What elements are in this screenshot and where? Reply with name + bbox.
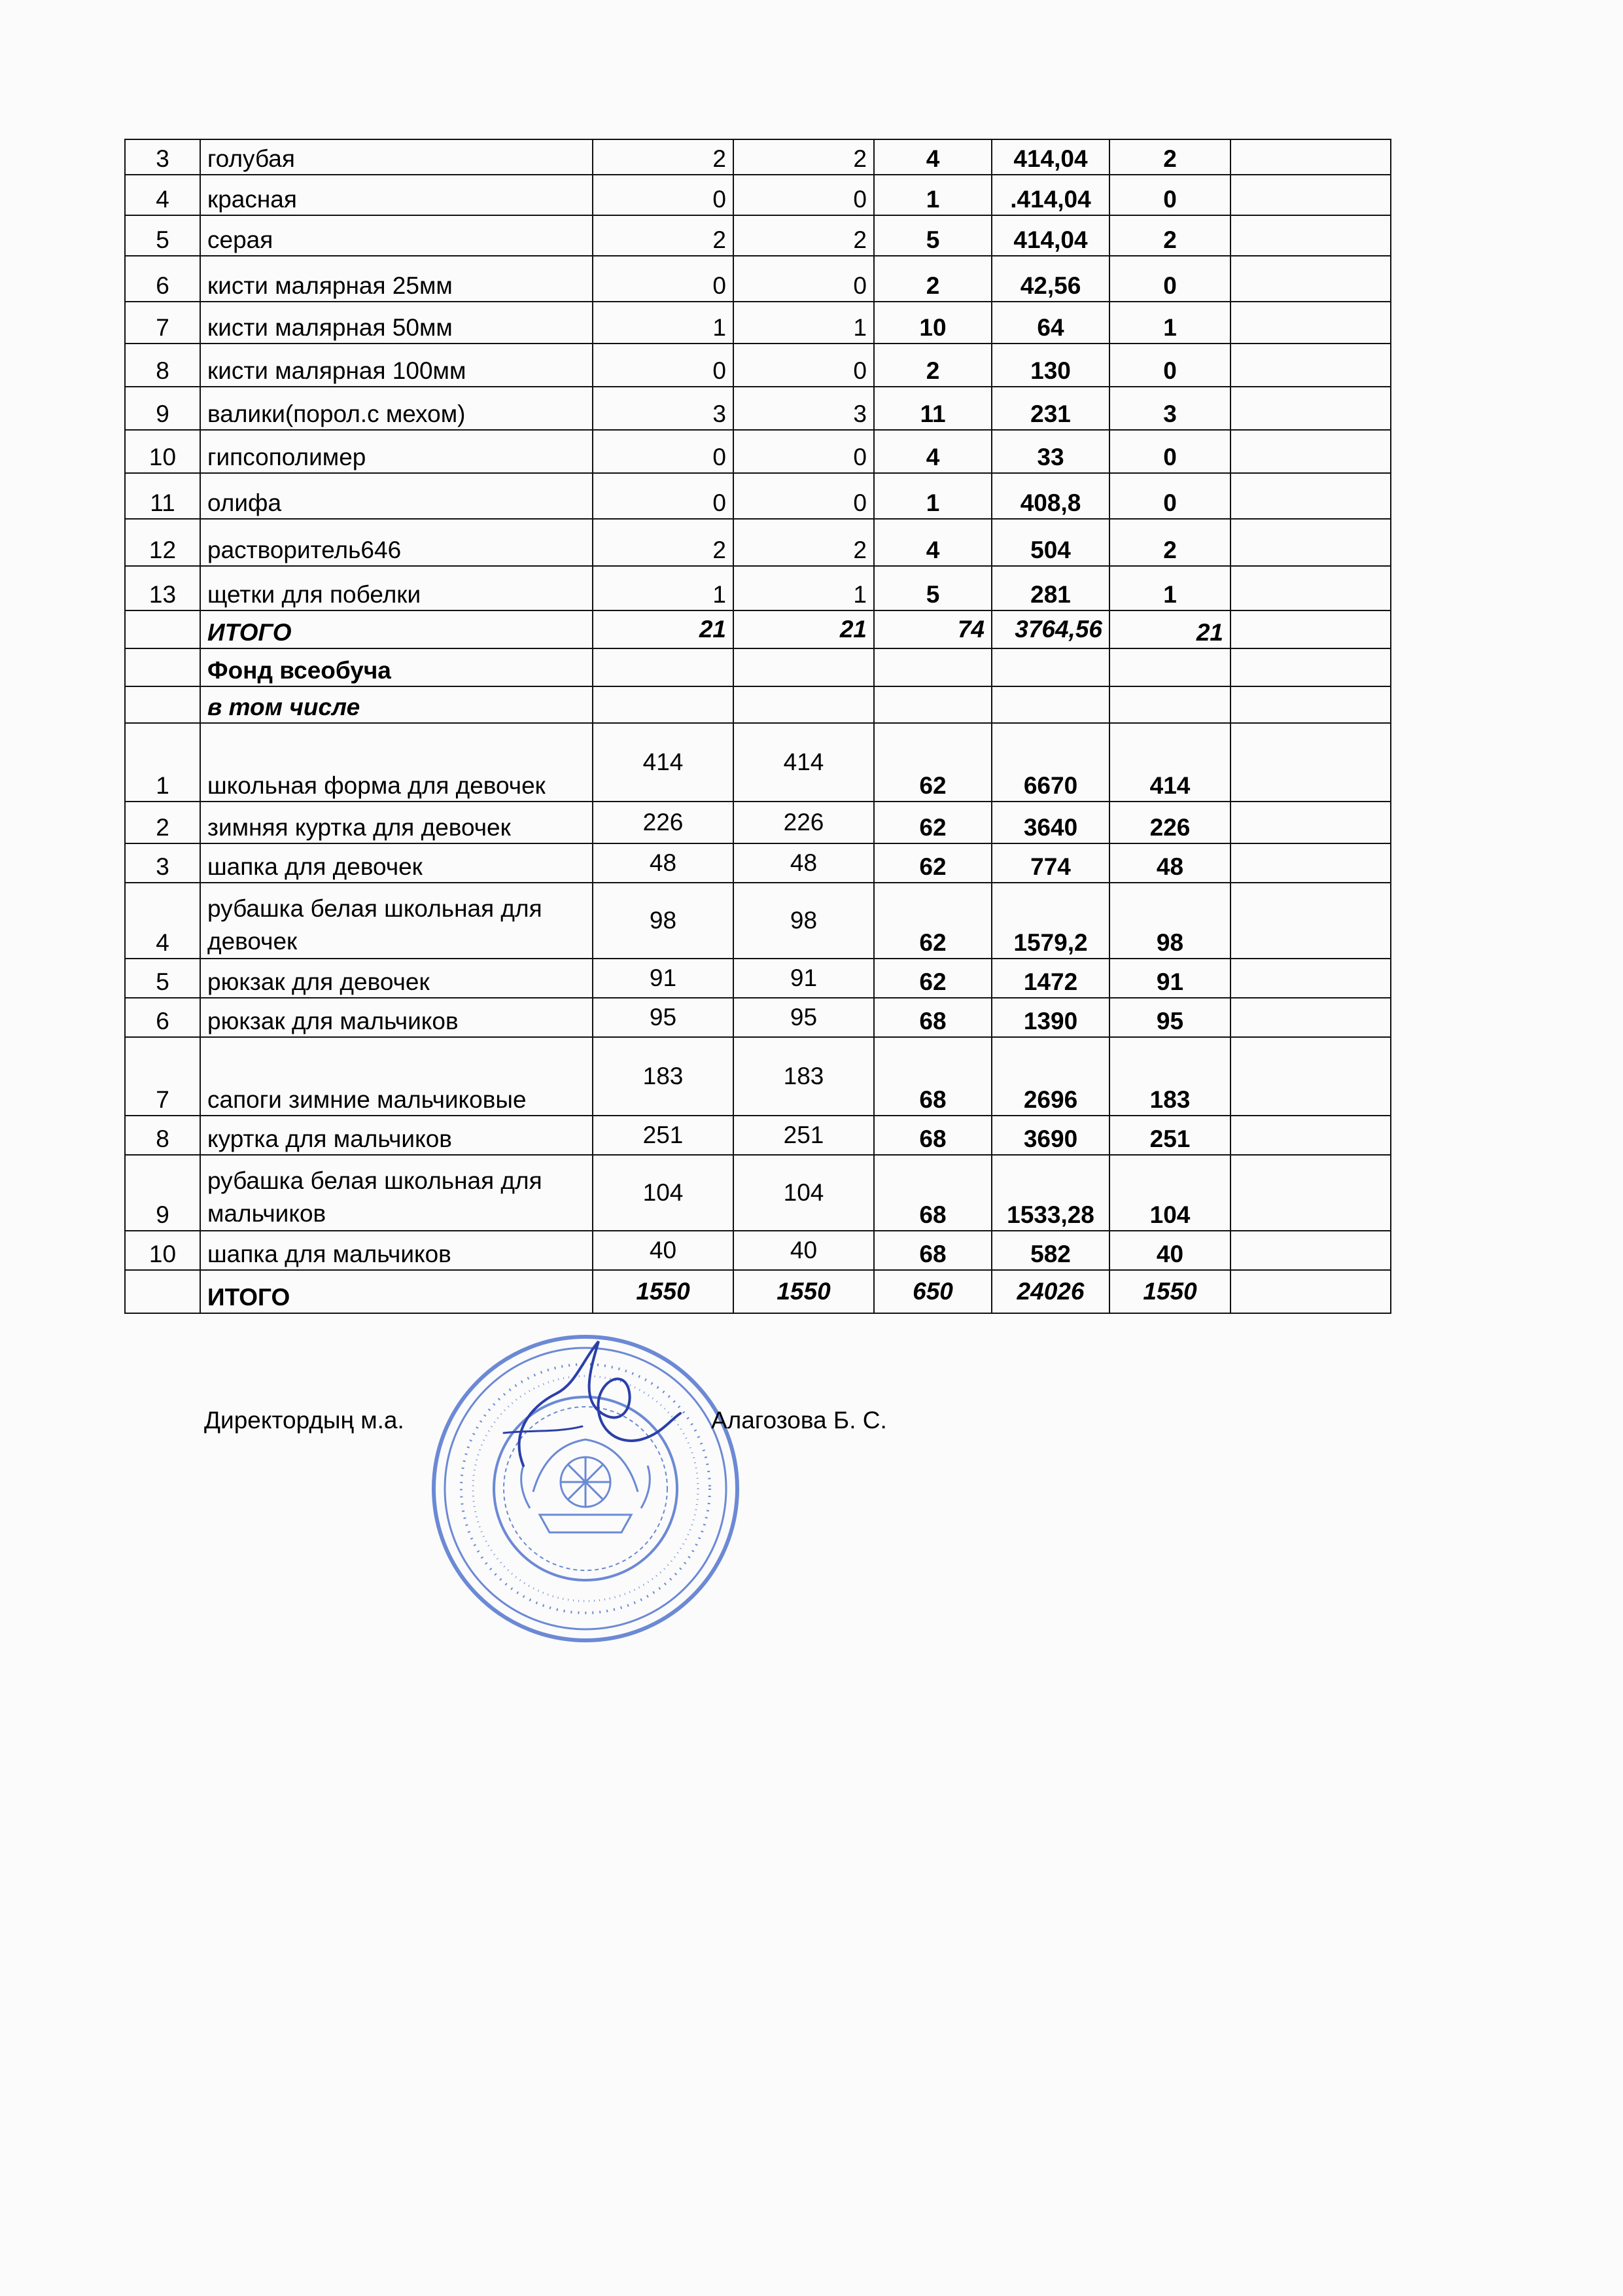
cell-value: 40 [1109,1231,1230,1270]
cell-value: 5 [874,215,992,256]
empty-cell [1230,256,1391,302]
cell-value: 48 [1109,843,1230,883]
row-number: 5 [125,959,200,998]
empty-cell [1230,387,1391,430]
empty-cell [1230,139,1391,175]
cell-value: 5 [874,566,992,610]
cell-value: 0 [733,256,874,302]
row-number: 12 [125,519,200,566]
table-row [125,175,1391,215]
signature-position-label: Директордың м.а. [204,1407,404,1434]
empty-cell [1230,1270,1391,1313]
cell-price: 504 [992,519,1109,566]
table-row [125,998,1391,1037]
cell-value: 68 [874,998,992,1037]
empty-cell [1109,686,1230,723]
cell-value: 62 [874,883,992,959]
total-value: 21 [593,610,733,648]
cell-value: 1 [1109,566,1230,610]
cell-value: 414 [593,723,733,802]
cell-value: 1 [593,302,733,344]
row-number: 4 [125,883,200,959]
empty-cell [125,1270,200,1313]
cell-price: 1579,2 [992,883,1109,959]
cell-value: 98 [733,883,874,959]
empty-cell [1230,723,1391,802]
table-row [125,1116,1391,1155]
total-label: ИТОГО [200,1270,593,1313]
subheading-row [125,686,1391,723]
empty-cell [1230,1116,1391,1155]
empty-cell [1230,802,1391,843]
section-heading-row [125,648,1391,686]
row-number: 7 [125,1037,200,1116]
cell-value: 62 [874,843,992,883]
cell-value: 0 [733,175,874,215]
empty-cell [1230,610,1391,648]
cell-value: 2 [593,519,733,566]
cell-price: 1472 [992,959,1109,998]
cell-value: 251 [593,1116,733,1155]
cell-value: 251 [733,1116,874,1155]
total-row [125,610,1391,648]
empty-cell [733,648,874,686]
empty-cell [125,610,200,648]
empty-cell [1230,959,1391,998]
item-name: шапка для девочек [200,843,593,883]
empty-cell [992,648,1109,686]
row-number: 9 [125,1155,200,1231]
cell-price: 281 [992,566,1109,610]
empty-cell [1230,1155,1391,1231]
cell-value: 0 [733,430,874,473]
total-value: 24026 [992,1270,1109,1313]
table-row [125,1037,1391,1116]
cell-price: 2696 [992,1037,1109,1116]
empty-cell [992,686,1109,723]
total-value: 21 [1109,610,1230,648]
cell-value: 251 [1109,1116,1230,1155]
empty-cell [1230,473,1391,519]
cell-value: 2 [874,256,992,302]
empty-cell [1230,1037,1391,1116]
cell-value: 11 [874,387,992,430]
cell-value: 95 [593,998,733,1037]
row-number: 6 [125,998,200,1037]
empty-cell [1230,883,1391,959]
cell-value: 91 [1109,959,1230,998]
cell-value: 414 [1109,723,1230,802]
cell-value: 0 [593,344,733,387]
item-name: щетки для побелки [200,566,593,610]
table-row [125,473,1391,519]
cell-price: 64 [992,302,1109,344]
cell-value: 1 [733,566,874,610]
cell-price: 6670 [992,723,1109,802]
empty-cell [125,648,200,686]
cell-value: 2 [733,215,874,256]
table-row [125,519,1391,566]
empty-cell [1230,519,1391,566]
item-name: кисти малярная 50мм [200,302,593,344]
cell-value: 48 [593,843,733,883]
table-row [125,256,1391,302]
empty-cell [1230,344,1391,387]
cell-value: 62 [874,723,992,802]
cell-value: 2 [1109,215,1230,256]
item-name: кисти малярная 100мм [200,344,593,387]
cell-value: 68 [874,1231,992,1270]
cell-value: 1 [593,566,733,610]
table-row [125,883,1391,959]
cell-value: 91 [733,959,874,998]
cell-value: 4 [874,139,992,175]
empty-cell [593,648,733,686]
cell-price: 774 [992,843,1109,883]
item-name: олифа [200,473,593,519]
empty-cell [1230,215,1391,256]
handwritten-signature-icon [484,1335,693,1485]
empty-cell [874,686,992,723]
cell-value: 0 [593,473,733,519]
item-name: рюкзак для мальчиков [200,998,593,1037]
cell-price: 130 [992,344,1109,387]
cell-value: 104 [733,1155,874,1231]
cell-value: 91 [593,959,733,998]
table-row [125,215,1391,256]
empty-cell [1230,430,1391,473]
cell-price: 1533,28 [992,1155,1109,1231]
cell-value: 48 [733,843,874,883]
cell-value: 40 [733,1231,874,1270]
cell-price: 231 [992,387,1109,430]
cell-value: 226 [593,802,733,843]
total-value: 1550 [733,1270,874,1313]
cell-value: 2 [733,519,874,566]
table-row [125,723,1391,802]
cell-value: 226 [733,802,874,843]
cell-value: 3 [733,387,874,430]
cell-value: 0 [593,430,733,473]
cell-value: 68 [874,1116,992,1155]
cell-value: 95 [733,998,874,1037]
cell-value: 2 [1109,519,1230,566]
table-row [125,959,1391,998]
cell-price: 3690 [992,1116,1109,1155]
row-number: 13 [125,566,200,610]
table-row [125,344,1391,387]
cell-value: 2 [874,344,992,387]
item-name: голубая [200,139,593,175]
empty-cell [1109,648,1230,686]
cell-value: 226 [1109,802,1230,843]
row-number: 6 [125,256,200,302]
table-row [125,843,1391,883]
cell-value: 1 [1109,302,1230,344]
table-row [125,1155,1391,1231]
empty-cell [593,686,733,723]
item-name: рубашка белая школьная для мальчиков [200,1155,593,1231]
table-row [125,430,1391,473]
item-name: серая [200,215,593,256]
row-number: 1 [125,723,200,802]
table-row [125,802,1391,843]
table-row [125,139,1391,175]
cell-price: 42,56 [992,256,1109,302]
empty-cell [1230,1231,1391,1270]
table-row [125,566,1391,610]
total-value: 650 [874,1270,992,1313]
cell-price: 3640 [992,802,1109,843]
total-label: ИТОГО [200,610,593,648]
empty-cell [1230,566,1391,610]
empty-cell [1230,686,1391,723]
row-number: 8 [125,1116,200,1155]
signer-name: Алагозова Б. С. [711,1407,887,1434]
row-number: 3 [125,139,200,175]
total-value: 1550 [593,1270,733,1313]
row-number: 4 [125,175,200,215]
cell-value: 0 [733,473,874,519]
cell-value: 0 [1109,175,1230,215]
cell-value: 1 [874,473,992,519]
empty-cell [1230,998,1391,1037]
item-name: валики(порол.с мехом) [200,387,593,430]
cell-value: 0 [1109,473,1230,519]
cell-value: 104 [593,1155,733,1231]
total-value: 1550 [1109,1270,1230,1313]
item-name: рубашка белая школьная для девочек [200,883,593,959]
cell-value: 0 [1109,344,1230,387]
row-number: 3 [125,843,200,883]
row-number: 10 [125,430,200,473]
item-name: сапоги зимние мальчиковые [200,1037,593,1116]
total-value: 21 [733,610,874,648]
row-number: 11 [125,473,200,519]
total-value: 74 [874,610,992,648]
empty-cell [1230,648,1391,686]
cell-value: 95 [1109,998,1230,1037]
item-name: гипсополимер [200,430,593,473]
cell-value: 98 [1109,883,1230,959]
table-row [125,1231,1391,1270]
total-row [125,1270,1391,1313]
inventory-table [124,139,1391,1314]
item-name: зимняя куртка для девочек [200,802,593,843]
cell-value: 1 [874,175,992,215]
cell-value: 68 [874,1155,992,1231]
cell-price: 408,8 [992,473,1109,519]
total-value: 3764,56 [992,610,1109,648]
cell-value: 0 [1109,256,1230,302]
cell-value: 62 [874,802,992,843]
cell-value: 3 [593,387,733,430]
cell-value: 183 [733,1037,874,1116]
empty-cell [874,648,992,686]
row-number: 7 [125,302,200,344]
cell-value: 414 [733,723,874,802]
cell-value: 10 [874,302,992,344]
cell-value: 183 [1109,1037,1230,1116]
cell-value: 104 [1109,1155,1230,1231]
empty-cell [1230,302,1391,344]
cell-value: 62 [874,959,992,998]
item-name: красная [200,175,593,215]
cell-value: 68 [874,1037,992,1116]
cell-value: 1 [733,302,874,344]
item-name: школьная форма для девочек [200,723,593,802]
empty-cell [733,686,874,723]
cell-value: 2 [733,139,874,175]
cell-value: 98 [593,883,733,959]
subheading: в том числе [200,686,593,723]
row-number: 10 [125,1231,200,1270]
row-number: 5 [125,215,200,256]
cell-value: 3 [1109,387,1230,430]
cell-value: 0 [733,344,874,387]
item-name: куртка для мальчиков [200,1116,593,1155]
row-number: 9 [125,387,200,430]
cell-price: 1390 [992,998,1109,1037]
empty-cell [1230,843,1391,883]
section-heading: Фонд всеобуча [200,648,593,686]
cell-value: 40 [593,1231,733,1270]
item-name: шапка для мальчиков [200,1231,593,1270]
cell-value: 2 [593,215,733,256]
cell-price: 582 [992,1231,1109,1270]
cell-price: .414,04 [992,175,1109,215]
cell-value: 4 [874,430,992,473]
cell-value: 2 [593,139,733,175]
cell-value: 0 [1109,430,1230,473]
empty-cell [1230,175,1391,215]
cell-price: 414,04 [992,215,1109,256]
cell-value: 183 [593,1037,733,1116]
row-number: 8 [125,344,200,387]
cell-value: 0 [593,175,733,215]
cell-value: 0 [593,256,733,302]
cell-price: 414,04 [992,139,1109,175]
item-name: рюкзак для девочек [200,959,593,998]
empty-cell [125,686,200,723]
cell-value: 2 [1109,139,1230,175]
item-name: растворитель646 [200,519,593,566]
table-row [125,387,1391,430]
cell-price: 33 [992,430,1109,473]
row-number: 2 [125,802,200,843]
cell-value: 4 [874,519,992,566]
item-name: кисти малярная 25мм [200,256,593,302]
table-row [125,302,1391,344]
